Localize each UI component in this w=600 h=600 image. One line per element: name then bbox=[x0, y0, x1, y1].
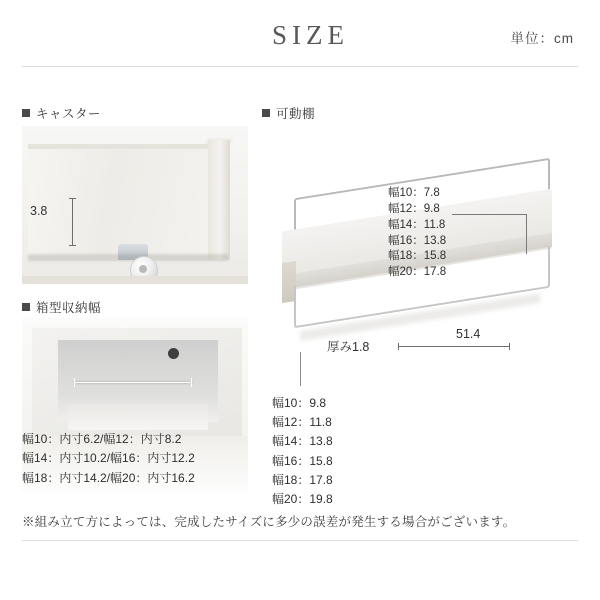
shelf-top-dim-line: 幅18：15.8 bbox=[388, 250, 447, 263]
section-label-caster bbox=[22, 104, 101, 122]
shelf-top-dim-line: 幅16：13.8 bbox=[388, 234, 447, 247]
shelf-thickness-value: 厚み1.8 bbox=[327, 340, 370, 354]
shelf-bottom-dim-line: 幅18：17.8 bbox=[272, 472, 333, 487]
caster-height-dimension-line bbox=[72, 198, 73, 246]
box-width-dim-line: 幅18：内寸14.2/幅20：内寸16.2 bbox=[22, 470, 195, 485]
section-label-shelf-text: 可動棚 bbox=[276, 107, 316, 121]
caster-wheel-hub bbox=[139, 265, 147, 273]
cabinet-top-edge bbox=[28, 144, 210, 149]
footer-note: ※組み立て方によっては、完成したサイズに多少の誤差が発生する場合がございます。 bbox=[22, 515, 516, 529]
box-width-dim-line: 幅14：内寸10.2/幅16：内寸12.2 bbox=[22, 451, 195, 466]
box-width-dim-line: 幅10：内寸6.2/幅12：内寸8.2 bbox=[22, 432, 182, 446]
box-inner-bottom bbox=[68, 404, 208, 430]
photo-caster bbox=[22, 126, 248, 284]
bullet-square-icon bbox=[22, 109, 30, 117]
inner-width-arrow bbox=[74, 382, 192, 383]
unit-label: 単位：cm bbox=[510, 31, 574, 46]
shelf-bottom-dim-line: 幅10：9.8 bbox=[272, 396, 327, 410]
shelf-bottom-dim-line: 幅14：13.8 bbox=[272, 434, 333, 449]
shelf-top-leader-vertical bbox=[526, 214, 527, 254]
section-label-caster-text: キャスター bbox=[36, 107, 102, 121]
page-title: SIZE bbox=[272, 20, 349, 50]
page-header bbox=[0, 0, 600, 66]
cable-hole-icon bbox=[168, 348, 179, 359]
shelf-length-value: 51.4 bbox=[456, 327, 481, 341]
shelf-top-leader-line bbox=[452, 214, 526, 215]
caster-height-value: 3.8 bbox=[30, 204, 48, 218]
footer-divider bbox=[22, 540, 578, 541]
header-divider bbox=[22, 66, 578, 67]
shelf-bottom-dimension-list bbox=[272, 394, 333, 509]
cabinet-side-panel bbox=[208, 140, 230, 260]
shelf-top-dimension-list bbox=[388, 186, 446, 281]
shelf-top-dim-line: 幅20：17.8 bbox=[388, 266, 447, 279]
shelf-top-dim-line: 幅14：11.8 bbox=[388, 218, 446, 231]
section-label-box-width-text: 箱型収納幅 bbox=[36, 301, 102, 315]
box-width-dimension-list bbox=[22, 430, 248, 488]
cabinet-body bbox=[28, 144, 213, 256]
shelf-top-dim-line: 幅10：7.8 bbox=[388, 187, 440, 199]
shelf-top-dim-line: 幅12：9.8 bbox=[388, 202, 440, 215]
shelf-length-dimension-line bbox=[398, 346, 510, 347]
shelf-bottom-dim-line: 幅12：11.8 bbox=[272, 415, 332, 430]
shelf-bottom-dim-line: 幅16：15.8 bbox=[272, 453, 333, 468]
section-label-box-width bbox=[22, 298, 101, 316]
bullet-square-icon bbox=[262, 109, 270, 117]
bullet-square-icon bbox=[22, 303, 30, 311]
shelf-bottom-leader-line bbox=[300, 352, 301, 386]
shelf-bottom-dim-line: 幅20：19.8 bbox=[272, 491, 333, 506]
floor-line bbox=[22, 276, 248, 284]
section-label-shelf bbox=[262, 104, 315, 122]
